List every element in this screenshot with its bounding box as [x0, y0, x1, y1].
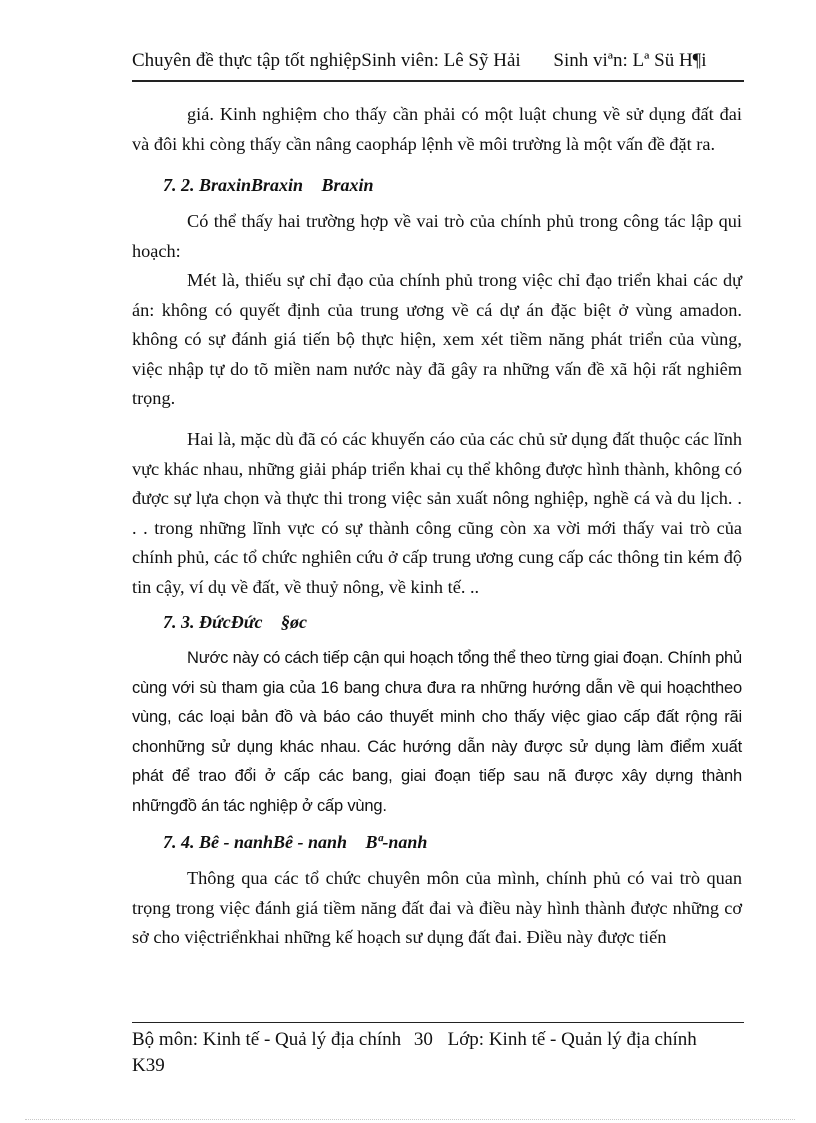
footer-department: Bộ môn: Kinh tế - Quả lý địa chính [132, 1029, 402, 1050]
heading-7-3-text: 7. 3. ĐứcĐức [163, 612, 263, 632]
footer-rule [132, 1022, 744, 1023]
header-right-text: Sinh viªn: Lª Sü H¶i [553, 50, 707, 71]
paragraph-7-4: Thông qua các tổ chức chuyên môn của mình, chính phủ có vai trò quan trọng trong việc đánh giá tiềm năng đất đai và điều này hình thành được những cơ sở cho việctriểnkhai những kế hoạch sư dụng đất đai. Điều này được tiến [132, 868, 742, 948]
paragraph-7-2-second: Hai là, mặc dù đã có các khuyến cáo của các chủ sử dụng đất thuộc các lĩnh vực khác nhau, những giải pháp triển khai cụ thể không được hình thành, không có được sự lựa chọn và thực thi trong việc sản xuất nông nghiệp, nghề cá và du lịch. . . . trong những lĩnh vực có sự thành công cũng còn xa vời mới thấy vai trò của chính phủ, các tổ chức nghiên cứu ở cấp trung ương cung cấp các thông tin kém độ tin cậy, ví dụ về đất, về thuỷ nông, về kinh tế. .. [132, 429, 742, 597]
page-bottom-border [25, 1119, 795, 1120]
page-header [132, 50, 742, 72]
footer-class-code: K39 [132, 1055, 165, 1076]
page-number: 30 [413, 1029, 433, 1050]
heading-7-4-text: 7. 4. Bê - nanhBê - nanh [163, 832, 348, 852]
heading-7-2-alt: Braxin [321, 175, 374, 195]
header-rule [132, 80, 744, 82]
heading-7-4-alt: Bª-nanh [365, 832, 428, 852]
heading-7-3 [163, 612, 307, 633]
heading-7-3-alt: §øc [281, 612, 308, 632]
heading-7-2-text: 7. 2. BraxinBraxin [163, 175, 304, 195]
paragraph-7-2-first: Mét là, thiếu sự chỉ đạo của chính phủ trong việc chỉ đạo triển khai các dự án: không có quyết định của trung ương về cá dự án đặc biệt ở vùng amadon. không có sự đánh giá tiến bộ thực hiện, xem xét tiềm năng phát triển của vùng, việc nhập tự do tõ miền nam nước này đã gây ra những vấn đề xã hội rất nghiêm trọng. [132, 270, 742, 409]
footer-class: Lớp: Kinh tế - Quản lý địa chính [447, 1029, 697, 1050]
heading-7-4 [163, 832, 427, 853]
paragraph-intro: giá. Kinh nghiệm cho thấy cần phải có một luật chung về sử dụng đất đai và đôi khi còng thấy cần nâng caopháp lệnh về môi trường là một vấn đề đặt ra. [132, 104, 742, 154]
heading-7-2 [163, 175, 374, 196]
paragraph-7-3: Nước này có cách tiếp cận qui hoạch tổng thể theo từng giai đoạn. Chính phủ cùng với sù tham gia của 16 bang chưa đưa ra những hướng dẫn về qui hoạchtheo vùng, các loại bản đồ và báo cáo thuyết minh cho thấy việc giao cấp đất rộng rãi chonhững sử dụng khác nhau. Các hướng dẫn này được sử dụng làm điểm xuất phát để trao đổi ở cấp các bang, giai đoạn tiếp sau nã được xây dựng thành nhữngđồ án tác nghiệp ở cấp vùng. [132, 649, 742, 815]
page-footer [132, 1027, 742, 1079]
paragraph-7-2-intro: Có thể thấy hai trường hợp về vai trò của chính phủ trong công tác lập qui hoạch: [132, 211, 742, 261]
header-left-text: Chuyên đề thực tập tốt nghiệpSinh viên: Lê Sỹ Hải [132, 50, 521, 71]
